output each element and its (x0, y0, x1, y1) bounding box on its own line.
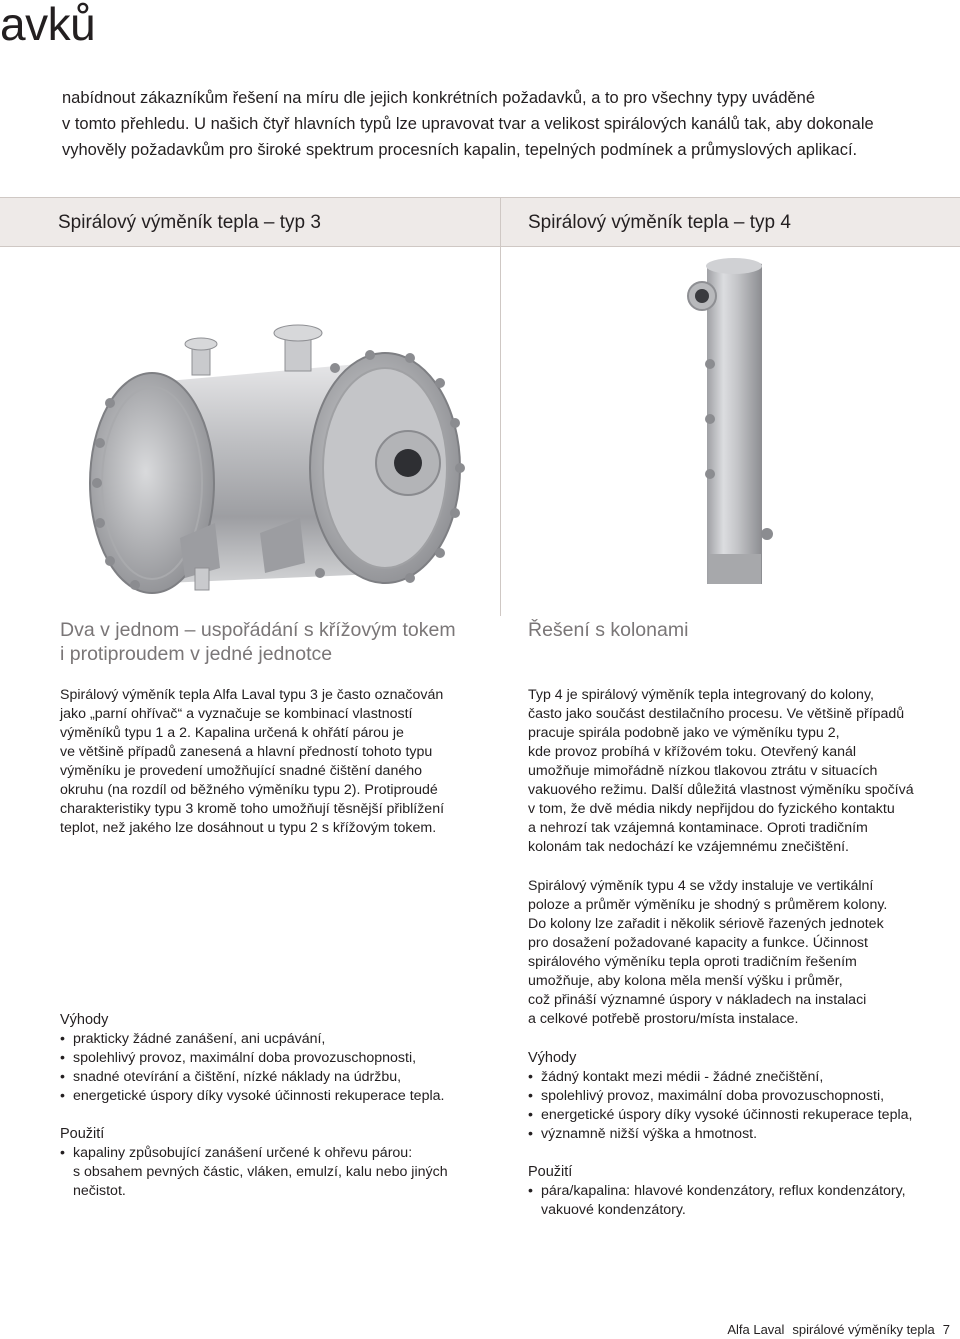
list-item: • žádný kontakt mezi médii - žádné znečištění, (528, 1068, 948, 1087)
type4-advantages-title: Výhody (528, 1050, 577, 1066)
type3-title: Spirálový výměník tepla – typ 3 (58, 212, 321, 233)
type3-usage-continuation: nečistot. (73, 1183, 126, 1199)
type3-subheading-line: i protiproudem v jedné jednotce (60, 643, 333, 665)
intro-line: nabídnout zákazníkům řešení na míru dle jejich konkrétních požadavků, a to pro všechny typy uváděné (62, 89, 816, 107)
page-footer (727, 1321, 950, 1339)
type4-description-line: a nehrozí tak vzájemná kontaminace. Oproti tradičním (528, 820, 868, 836)
type4-description-line: pro dosažení požadované kapacity a funkce. Účinnost (528, 935, 868, 951)
type4-usage (528, 1163, 948, 1220)
type3-description-line: okruhu (na rozdíl od běžného výměníku typu 2). Protiproudé (60, 782, 438, 798)
type4-description-line: často jako součást destilačního procesu. Ve většině případů (528, 706, 905, 722)
type4-description-line: Do kolony lze zařadit i několik sériově řazených jednotek (528, 916, 884, 932)
page-number: 7 (942, 1322, 950, 1337)
list-item: • významně nižší výška a hmotnost. (528, 1125, 948, 1144)
list-item: • kapaliny způsobující zanášení určené k ohřevu párou: (60, 1144, 500, 1163)
list-item: • snadné otevírání a čištění, nízké náklady na údržbu, (60, 1068, 500, 1087)
type4-description-line: a celkové potřebě prostoru/místa instalace. (528, 1011, 799, 1027)
type3-description-line: výměníku je provedení umožňující snadné čištění daného (60, 763, 423, 779)
intro-line: v tomto přehledu. U našich čtyř hlavních typů lze upravovat tvar a velikost spirálových kanálů tak, aby dokonale (62, 115, 874, 133)
footer-brand: Alfa Laval (727, 1322, 785, 1337)
type4-subheading: Řešení s kolonami (528, 619, 689, 641)
type4-description-line: kolonám tak nedochází ke vzájemnému znečištění. (528, 839, 849, 855)
type4-description-line: v tom, že dvě média nikdy nepřijdou do fyzického kontaktu (528, 801, 895, 817)
type4-usage-title: Použití (528, 1164, 573, 1180)
type4-title: Spirálový výměník tepla – typ 4 (528, 212, 791, 233)
type3-subheading-line: Dva v jednom – uspořádání s křížovým tokem (60, 619, 456, 641)
heat-exchanger-type-3-image (70, 323, 480, 598)
type3-usage-title: Použití (60, 1126, 105, 1142)
type4-description-line: spirálového výměníku tepla oproti tradičním řešením (528, 954, 857, 970)
type4-description-line: poloze a průměr výměníku je shodný s průměrem kolony. (528, 897, 888, 913)
type4-description-line: pracuje spirála podobně jako ve výměníku typu 2, (528, 725, 840, 741)
page-top-heading: avků (0, 0, 96, 50)
type3-usage-list (60, 1144, 500, 1163)
type4-description-2 (528, 877, 948, 1029)
type3-description-line: ve většině případů zanesená a hlavní předností tohoto typu (60, 744, 433, 760)
type4-description-line: umožňuje mimořádně nízkou tlakovou ztrátu v situacích (528, 763, 878, 779)
type3-advantages (60, 1011, 500, 1106)
type4-description-line: což přináší významné úspory v nákladech na instalaci (528, 992, 867, 1008)
type3-description (60, 686, 500, 838)
type4-advantages-list (528, 1068, 948, 1144)
type4-description-line: Typ 4 je spirálový výměník tepla integrovaný do kolony, (528, 687, 874, 703)
type3-subheading (60, 618, 500, 666)
intro-paragraph (62, 85, 942, 163)
column-divider (500, 198, 501, 616)
type4-description-line: umožňuje, aby kolona měla menší výšku i průměr, (528, 973, 843, 989)
heat-exchanger-type-4-image (672, 254, 782, 604)
type4-description-line: vakuového režimu. Další důležitá vlastnost výměníku spočívá (528, 782, 914, 798)
list-item: • prakticky žádné zanášení, ani ucpávání, (60, 1030, 500, 1049)
type3-description-line: charakteristiky typu 3 kromě toho umožňují těsnější přiblížení (60, 801, 445, 817)
type3-usage (60, 1125, 500, 1201)
footer-section: spirálové výměníky tepla (792, 1322, 935, 1337)
type4-advantages (528, 1049, 948, 1144)
type3-description-line: Spirálový výměník tepla Alfa Laval typu 3 je často označován (60, 687, 444, 703)
type3-description-line: jako „parní ohřívač“ a vyznačuje se kombinací vlastností (60, 706, 413, 722)
list-item: • spolehlivý provoz, maximální doba provozuschopnosti, (60, 1049, 500, 1068)
list-item: • spolehlivý provoz, maximální doba provozuschopnosti, (528, 1087, 948, 1106)
list-item: • energetické úspory díky vysoké účinnosti rekuperace tepla, (528, 1106, 948, 1125)
type4-usage-continuation: vakuové kondenzátory. (541, 1202, 686, 1218)
type4-usage-list (528, 1182, 948, 1201)
product-image-panel (0, 197, 960, 616)
type3-advantages-title: Výhody (60, 1012, 109, 1028)
type3-advantages-list (60, 1030, 500, 1106)
intro-line: vyhověly požadavkům pro široké spektrum procesních kapalin, tepelných podmínek a průmyslových aplikací. (62, 141, 858, 159)
list-item: • pára/kapalina: hlavové kondenzátory, reflux kondenzátory, (528, 1182, 948, 1201)
type4-description-line: Spirálový výměník typu 4 se vždy instaluje ve vertikální (528, 878, 874, 894)
type3-description-line: výměníků typu 1 a 2. Kapalina určená k ohřátí párou je (60, 725, 404, 741)
type3-usage-continuation: s obsahem pevných částic, vláken, emulzí, kalu nebo jiných (73, 1164, 448, 1180)
type3-description-line: teplot, než jakého lze dosáhnout u typu 2 s křížovým tokem. (60, 820, 437, 836)
list-item: • energetické úspory díky vysoké účinnosti rekuperace tepla. (60, 1087, 500, 1106)
type4-description-1 (528, 686, 948, 857)
type4-description-line: kde provoz probíhá v křížovém toku. Otevřený kanál (528, 744, 857, 760)
